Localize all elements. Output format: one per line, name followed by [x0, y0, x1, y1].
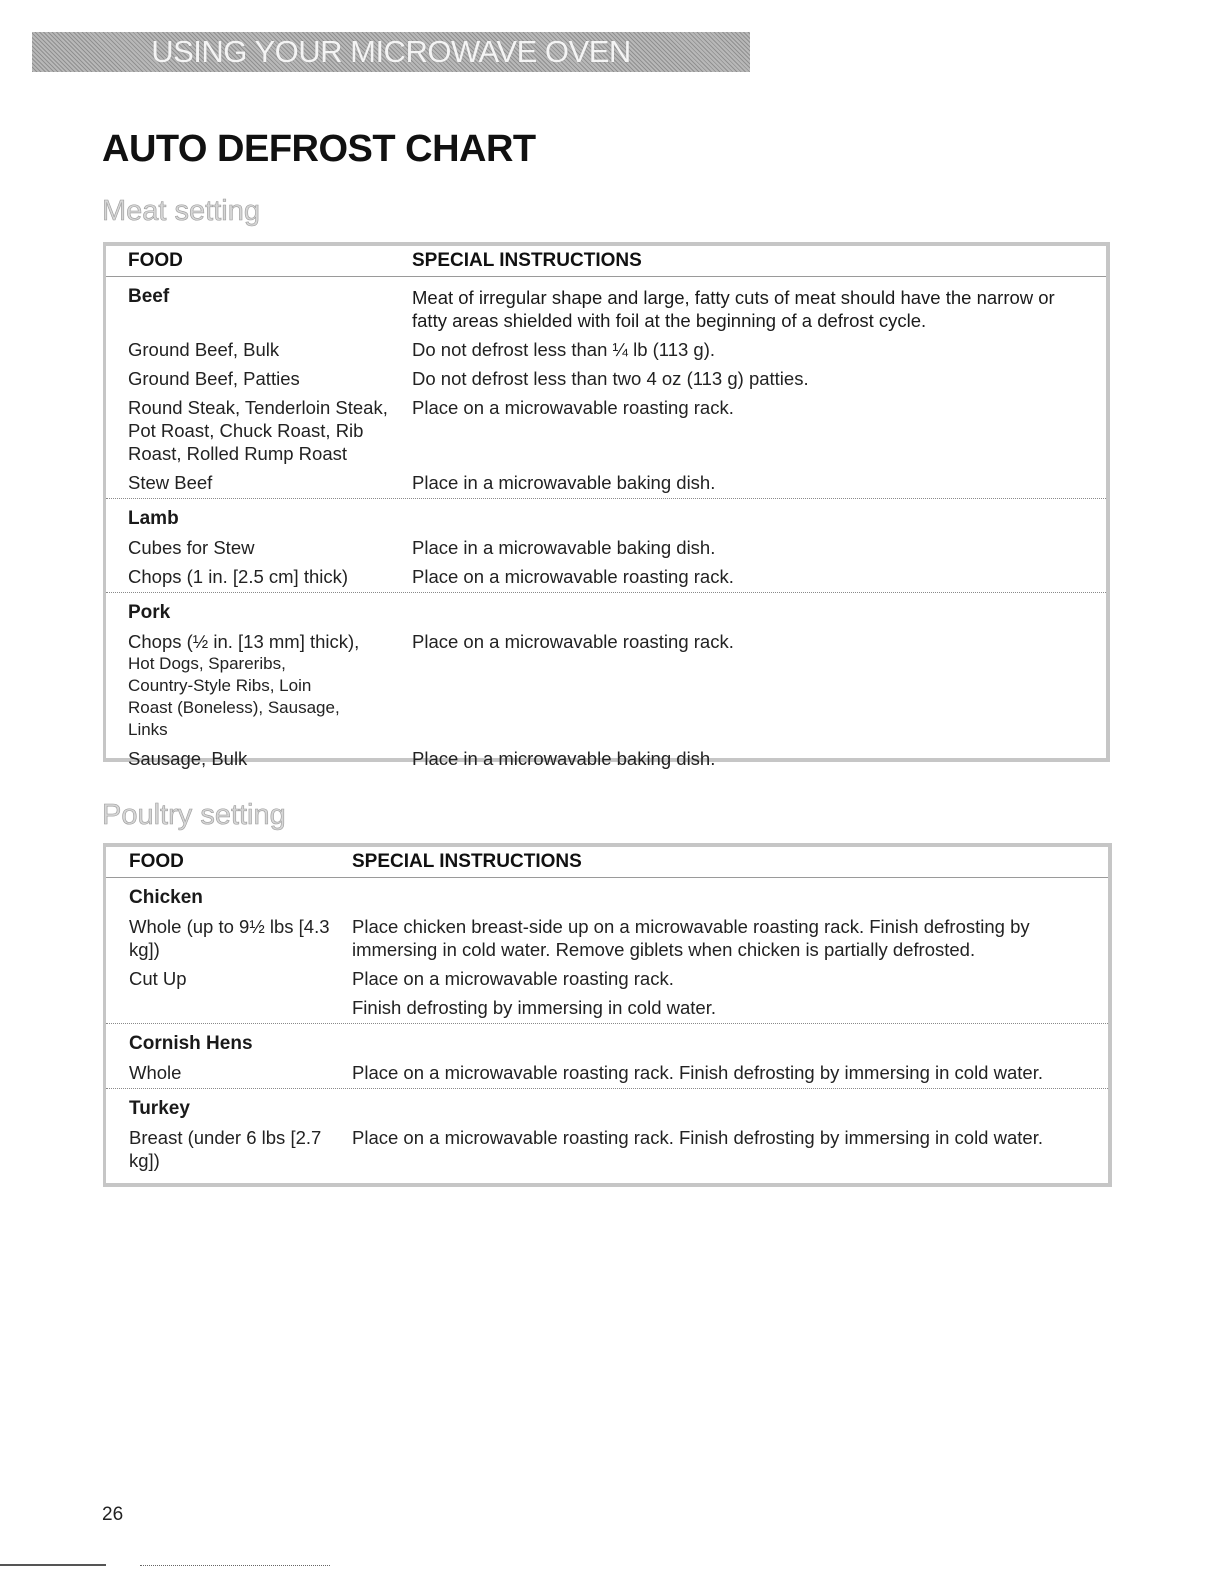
table-row — [106, 624, 1106, 653]
food-cell: Chops (1 in. [2.5 cm] thick) — [128, 566, 349, 587]
food-column-header: FOOD — [128, 250, 183, 271]
table-row — [106, 878, 1108, 909]
food-cell: Whole (up to 9½ lbs [4.3 kg]) — [129, 916, 330, 960]
table-row — [106, 361, 1106, 390]
poultry-setting-heading: Poultry setting — [102, 799, 286, 831]
food-column-header: FOOD — [129, 851, 184, 872]
pork-group — [106, 593, 1106, 774]
chicken-group — [106, 878, 1108, 1024]
instruction-cell: Place on a microwavable roasting rack. — [412, 397, 734, 418]
lamb-group — [106, 499, 1106, 593]
food-cell: Breast (under 6 lbs [2.7 kg]) — [129, 1127, 322, 1171]
food-cell: Sausage, Bulk — [128, 748, 248, 769]
food-cell: Stew Beef — [128, 472, 213, 493]
instruction-cell: Place on a microwavable roasting rack. — [352, 968, 674, 989]
table-row — [106, 593, 1106, 624]
instruction-cell: Do not defrost less than two 4 oz (113 g) patties. — [412, 368, 809, 389]
empty-food-cell — [106, 996, 352, 1019]
table-row — [106, 741, 1106, 770]
category-label: Lamb — [128, 508, 179, 529]
category-label: Cornish Hens — [129, 1033, 253, 1054]
table-row — [106, 653, 1106, 741]
food-cell: Cut Up — [129, 968, 187, 989]
table-row — [106, 390, 1106, 465]
food-cell: Hot Dogs, Spareribs, Country-Style Ribs, Loin Roast (Boneless), Sausage, Links — [128, 654, 340, 739]
instruction-cell: Place on a microwavable roasting rack. Finish defrosting by immersing in cold water. — [352, 1062, 1043, 1083]
poultry-defrost-table — [103, 843, 1112, 1187]
food-cell: Ground Beef, Patties — [128, 368, 300, 389]
food-cell: Cubes for Stew — [128, 537, 255, 558]
instruction-cell: Place on a microwavable roasting rack. — [412, 566, 734, 587]
instruction-cell: Do not defrost less than ¼ lb (113 g). — [412, 339, 716, 360]
instructions-column-header: SPECIAL INSTRUCTIONS — [352, 851, 582, 872]
turkey-group — [106, 1089, 1108, 1176]
category-label: Chicken — [129, 887, 203, 908]
instruction-cell — [412, 653, 1106, 741]
category-label: Turkey — [129, 1098, 190, 1119]
category-note: Meat of irregular shape and large, fatty cuts of meat should have the narrow or fatty areas shielded with foil at the beginning of a defrost cycle. — [412, 287, 1055, 331]
table-row — [106, 990, 1108, 1019]
instruction-cell: Place chicken breast-side up on a microwavable roasting rack. Finish defrosting by immersing in cold water. Remove giblets when chicken is partially defrosted. — [352, 916, 1030, 960]
instructions-column-header: SPECIAL INSTRUCTIONS — [412, 250, 642, 271]
category-label: Pork — [128, 602, 171, 623]
table-row — [106, 961, 1108, 990]
meat-setting-heading: Meat setting — [102, 195, 260, 227]
table-row — [106, 499, 1106, 530]
table-row — [106, 1024, 1108, 1055]
category-label: Beef — [128, 286, 170, 307]
page-title: AUTO DEFROST CHART — [102, 128, 536, 170]
table-row — [106, 1089, 1108, 1120]
table-header — [106, 246, 1106, 277]
table-row — [106, 559, 1106, 588]
table-row — [106, 530, 1106, 559]
table-row — [106, 277, 1106, 332]
meat-defrost-table — [103, 242, 1110, 769]
food-cell: Ground Beef, Bulk — [128, 339, 280, 360]
cornish-hens-group — [106, 1024, 1108, 1089]
footer-rule — [0, 1564, 106, 1566]
table-row — [106, 465, 1106, 494]
instruction-cell: Place in a microwavable baking dish. — [412, 537, 716, 558]
table-row — [106, 1120, 1108, 1172]
instruction-cell: Place in a microwavable baking dish. — [412, 748, 716, 769]
footer-dotted-rule — [140, 1565, 330, 1566]
table-row — [106, 1055, 1108, 1084]
section-banner — [32, 32, 750, 72]
instruction-cell: Finish defrosting by immersing in cold water. — [352, 997, 716, 1018]
food-cell: Round Steak, Tenderloin Steak, Pot Roast, Chuck Roast, Rib Roast, Rolled Rump Roast — [128, 397, 388, 464]
food-cell: Whole — [129, 1062, 182, 1083]
instruction-cell: Place on a microwavable roasting rack. — [412, 631, 734, 652]
table-row — [106, 332, 1106, 361]
instruction-cell: Place on a microwavable roasting rack. Finish defrosting by immersing in cold water. — [352, 1127, 1043, 1148]
table-header — [106, 847, 1108, 878]
table-row — [106, 909, 1108, 961]
beef-group — [106, 277, 1106, 499]
instruction-cell: Place in a microwavable baking dish. — [412, 472, 716, 493]
food-cell: Chops (½ in. [13 mm] thick), — [128, 631, 360, 652]
page-number: 26 — [102, 1504, 124, 1525]
banner-text: USING YOUR MICROWAVE OVEN — [151, 34, 631, 69]
